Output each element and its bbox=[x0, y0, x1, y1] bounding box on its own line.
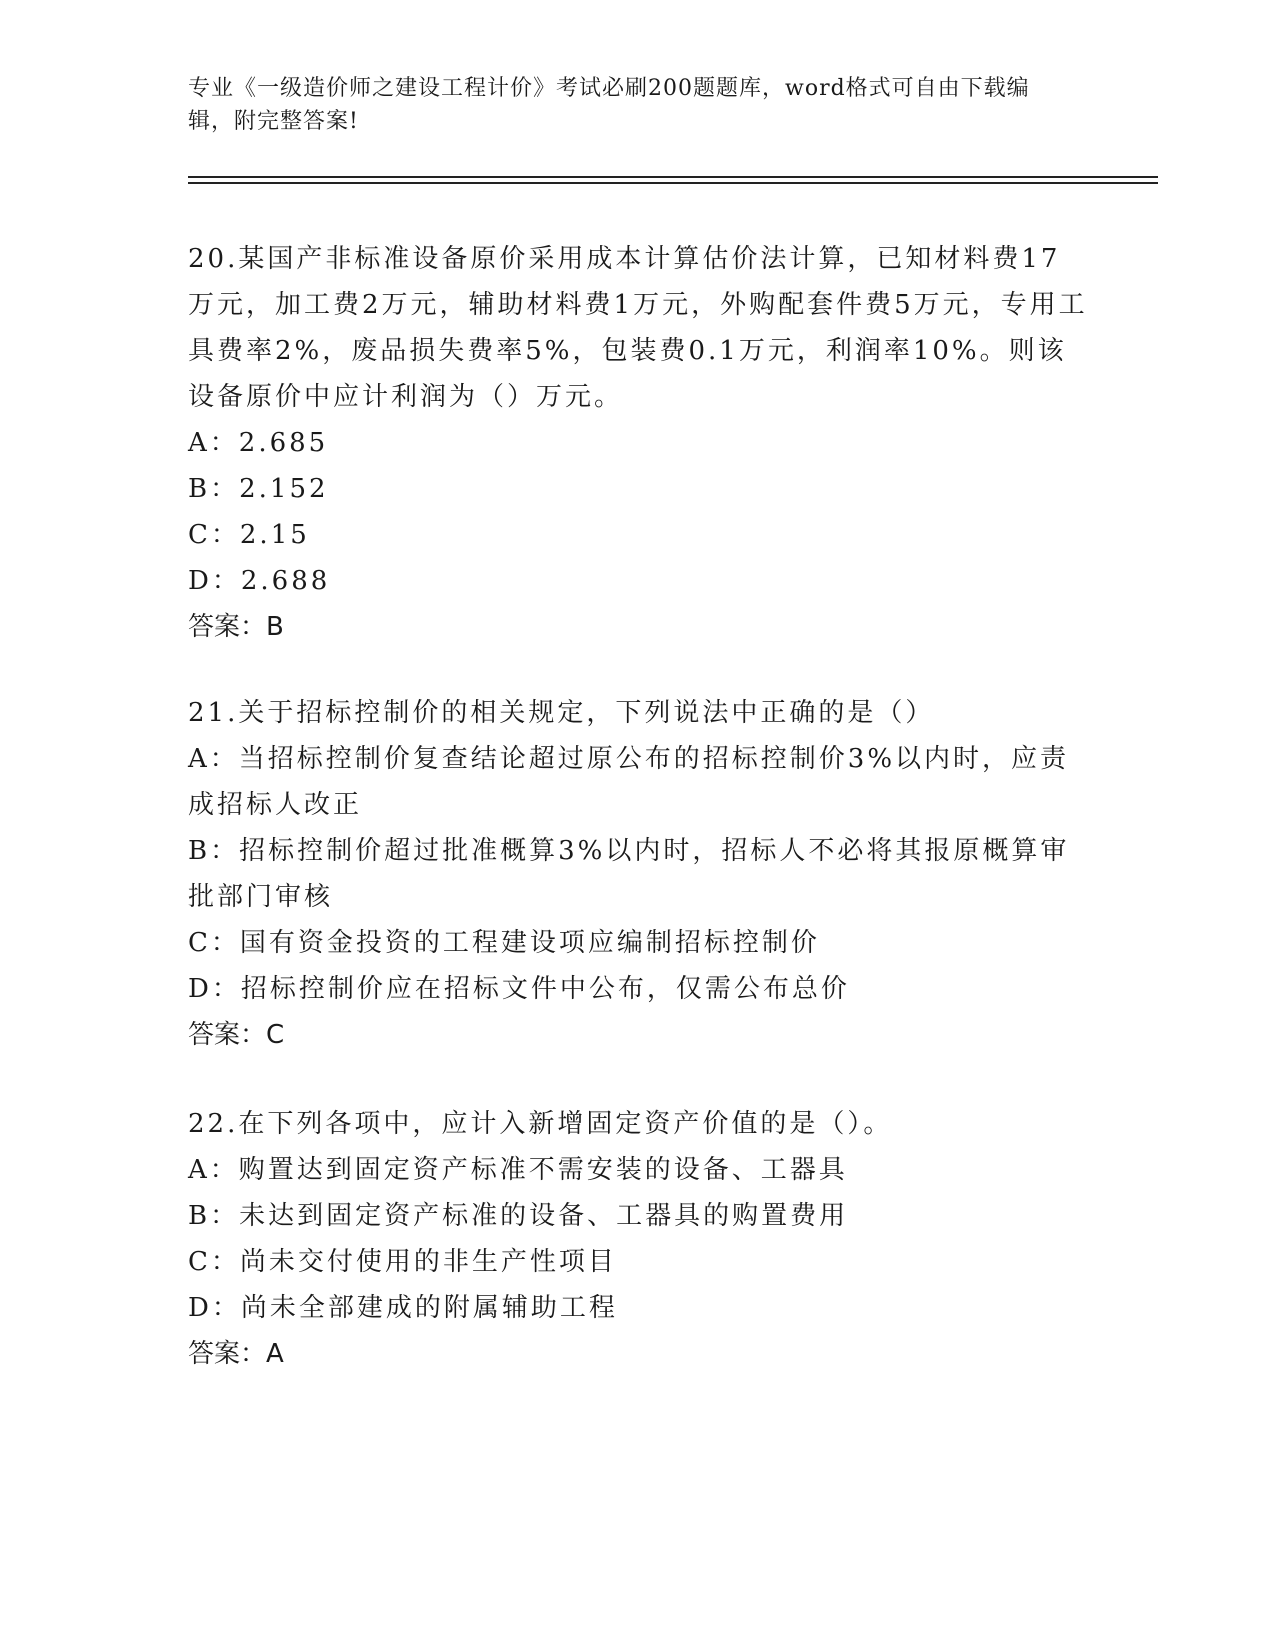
option-b: B：未达到固定资产标准的设备、工器具的购置费用 bbox=[188, 1201, 849, 1231]
question-20 bbox=[188, 236, 1088, 650]
question-22 bbox=[188, 1101, 1088, 1377]
option-a: A：购置达到固定资产标准不需安装的设备、工器具 bbox=[188, 1155, 848, 1185]
option-c: C：2.15 bbox=[188, 520, 310, 550]
question-stem: 20.某国产非标准设备原价采用成本计算估价法计算，已知材料费17万元，加工费2万元，辅助材料费1万元，外购配套件费5万元，专用工具费率2%，废品损失费率5%，包装费0.1万元，利润率10%。则该设备原价中应计利润为（）万元。 bbox=[188, 244, 1088, 412]
answer-label: 答案：A bbox=[188, 1339, 284, 1369]
option-d: D：2.688 bbox=[188, 566, 331, 596]
question-stem: 22.在下列各项中，应计入新增固定资产价值的是（）。 bbox=[188, 1109, 893, 1139]
question-stem: 21.关于招标控制价的相关规定，下列说法中正确的是（） bbox=[188, 698, 935, 728]
answer-label: 答案：B bbox=[188, 612, 284, 642]
header-divider-bottom bbox=[188, 182, 1158, 184]
option-a: A：2.685 bbox=[188, 428, 329, 458]
option-c: C：国有资金投资的工程建设项应编制招标控制价 bbox=[188, 928, 820, 958]
option-b: B：2.152 bbox=[188, 474, 329, 504]
option-a: A：当招标控制价复查结论超过原公布的招标控制价3%以内时，应责成招标人改正 bbox=[188, 744, 1070, 820]
document-header: 专业《一级造价师之建设工程计价》考试必刷200题题库，word格式可自由下载编辑，附完整答案! bbox=[188, 76, 1030, 134]
option-b: B：招标控制价超过批准概算3%以内时，招标人不必将其报原概算审批部门审核 bbox=[188, 836, 1070, 912]
option-d: D：尚未全部建成的附属辅助工程 bbox=[188, 1293, 618, 1323]
answer-label: 答案：C bbox=[188, 1020, 285, 1050]
option-c: C：尚未交付使用的非生产性项目 bbox=[188, 1247, 617, 1277]
header-divider-top bbox=[188, 176, 1158, 178]
option-d: D：招标控制价应在招标文件中公布，仅需公布总价 bbox=[188, 974, 850, 1004]
question-21 bbox=[188, 690, 1088, 1058]
